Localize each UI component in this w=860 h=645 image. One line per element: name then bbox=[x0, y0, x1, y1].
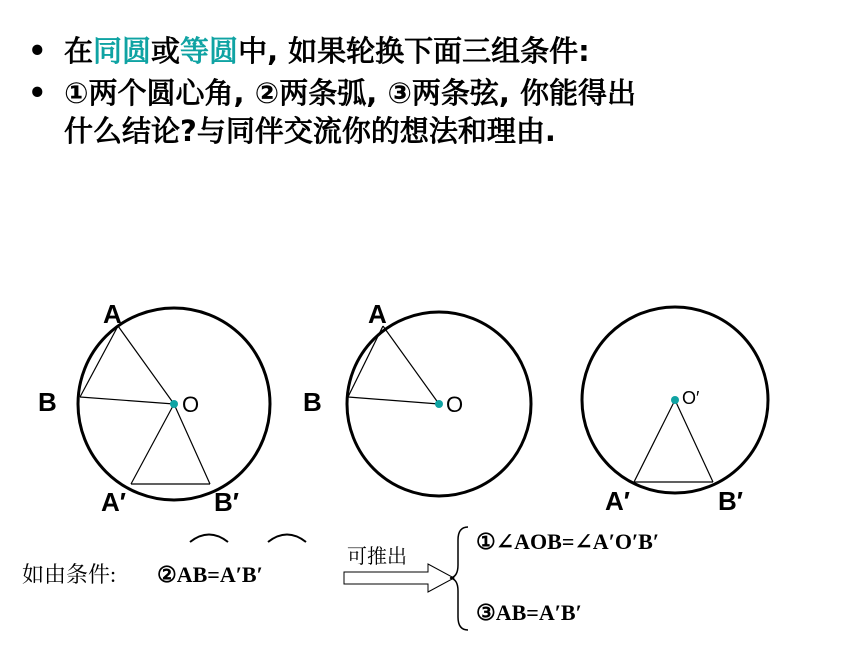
arc-mark-a2b2 bbox=[268, 535, 306, 543]
label-o-prime: O′ bbox=[682, 388, 700, 408]
bullet-1-prefix: 在 bbox=[64, 34, 94, 68]
label-b-prime: B′ bbox=[214, 487, 240, 517]
result-chord-equality: ③AB=A′B′ bbox=[476, 600, 582, 625]
equal-circle-term: 等圆 bbox=[180, 34, 239, 68]
implies-arrow bbox=[344, 564, 454, 592]
label-b: B bbox=[303, 387, 322, 417]
arc-mark-ab bbox=[190, 535, 228, 543]
label-o: O bbox=[446, 392, 464, 417]
center-point-1 bbox=[170, 400, 178, 408]
bullet-dot: • bbox=[28, 34, 47, 68]
center-point-3 bbox=[671, 396, 679, 404]
bullet-2-line-2: 什么结论?与同伴交流你的想法和理由. bbox=[64, 114, 556, 148]
chord-ab bbox=[80, 326, 118, 397]
label-a-prime: A′ bbox=[605, 486, 631, 516]
radius-ob2 bbox=[675, 400, 713, 482]
bullet-1-or: 或 bbox=[151, 34, 181, 68]
label-o: O bbox=[182, 392, 200, 417]
given-label: 如由条件: bbox=[22, 562, 117, 587]
bullet-1-suffix: 中, 如果轮换下面三组条件: bbox=[238, 34, 590, 68]
bullet-2-line-1: ①两个圆心角, ②两条弧, ③两条弦, 你能得出 bbox=[64, 76, 637, 110]
same-circle-term: 同圆 bbox=[93, 34, 152, 68]
label-b-prime: B′ bbox=[718, 486, 744, 516]
label-a-prime: A′ bbox=[101, 487, 127, 517]
center-point-2 bbox=[435, 400, 443, 408]
radius-oa bbox=[383, 326, 439, 404]
result-brace bbox=[450, 527, 468, 630]
label-a: A bbox=[368, 299, 387, 329]
result-angle-equality: ①∠AOB=∠A′O′B′ bbox=[476, 529, 660, 554]
label-b: B bbox=[38, 387, 57, 417]
radius-oa2 bbox=[131, 404, 174, 484]
chord-ab bbox=[348, 326, 383, 397]
radius-ob bbox=[348, 397, 439, 404]
label-a: A bbox=[103, 299, 122, 329]
radius-ob bbox=[80, 397, 174, 404]
bullet-dot: • bbox=[28, 76, 47, 110]
radius-oa bbox=[118, 326, 174, 404]
given-equation: ②AB=A′B′ bbox=[157, 562, 263, 587]
radius-oa2 bbox=[634, 400, 675, 482]
arrow-label: 可推出 bbox=[347, 546, 407, 568]
